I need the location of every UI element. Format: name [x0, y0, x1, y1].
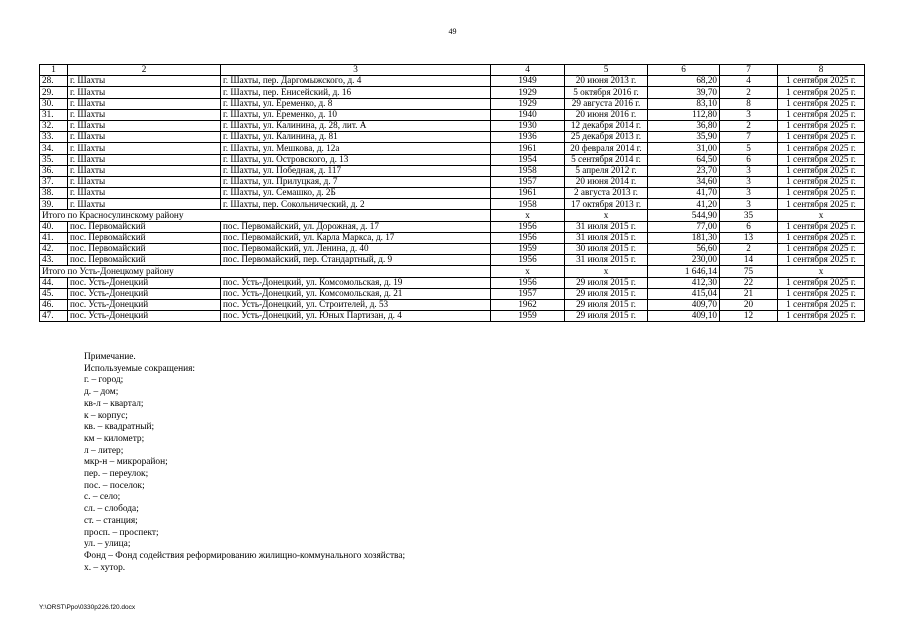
table-cell: 1 сентября 2025 г.	[778, 188, 865, 199]
table-cell: 8	[720, 98, 778, 109]
total-cell: 1 646,14	[648, 266, 720, 277]
table-cell: 29 июля 2015 г.	[565, 299, 648, 310]
note-line: х. – хутор.	[84, 562, 126, 573]
table-cell: 3	[720, 188, 778, 199]
total-cell: х	[778, 266, 865, 277]
table-cell: пос. Усть-Донецкий, ул. Юных Партизан, д. 4	[221, 311, 491, 322]
table-cell: пос. Усть-Донецкий	[68, 277, 221, 288]
table-cell: 415,04	[648, 288, 720, 299]
note-line: ул. – улица;	[84, 539, 131, 550]
header-cell: 7	[720, 65, 778, 76]
table-cell: 6	[720, 154, 778, 165]
table-cell: 41.	[40, 232, 68, 243]
table-cell: г. Шахты	[68, 176, 221, 187]
table-row	[40, 87, 865, 98]
table-cell: 35.	[40, 154, 68, 165]
table-row	[40, 311, 865, 322]
table-cell: пос. Первомайский	[68, 255, 221, 266]
table-cell: 1 сентября 2025 г.	[778, 165, 865, 176]
table-cell: 1957	[491, 176, 565, 187]
table-cell: г. Шахты, пер. Даргомыжского, д. 4	[221, 76, 491, 87]
header-cell: 3	[221, 65, 491, 76]
table-cell: 1940	[491, 109, 565, 120]
table-row	[40, 109, 865, 120]
table-cell: 1 сентября 2025 г.	[778, 154, 865, 165]
total-cell: х	[565, 266, 648, 277]
table-cell: 1954	[491, 154, 565, 165]
table-row	[40, 221, 865, 232]
table-cell: 20 февраля 2014 г.	[565, 143, 648, 154]
table-cell: 409,70	[648, 299, 720, 310]
note-lines	[84, 364, 405, 575]
table-cell: 1956	[491, 277, 565, 288]
note-line: сл. – слобода;	[84, 504, 139, 515]
table-cell: 41,20	[648, 199, 720, 210]
table-cell: г. Шахты, ул. Семашко, д. 2Б	[221, 188, 491, 199]
table-cell: 45.	[40, 288, 68, 299]
table-cell: г. Шахты	[68, 87, 221, 98]
table-cell: 35,90	[648, 132, 720, 143]
total-cell: 75	[720, 266, 778, 277]
table-cell: 5 октября 2016 г.	[565, 87, 648, 98]
table-cell: 40.	[40, 221, 68, 232]
table-cell: г. Шахты, пер. Сокольнический, д. 2	[221, 199, 491, 210]
table-cell: 39.	[40, 199, 68, 210]
table-cell: 5	[720, 143, 778, 154]
table-cell: г. Шахты	[68, 109, 221, 120]
table-cell: пос. Первомайский	[68, 221, 221, 232]
table-cell: 46.	[40, 299, 68, 310]
table-cell: 20 июня 2014 г.	[565, 176, 648, 187]
table-cell: пос. Усть-Донецкий	[68, 311, 221, 322]
table-cell: пос. Первомайский, пер. Стандартный, д. 9	[221, 255, 491, 266]
table-row	[40, 199, 865, 210]
note-line: г. – город;	[84, 375, 124, 386]
table-cell: г. Шахты	[68, 98, 221, 109]
table-cell: 181,30	[648, 232, 720, 243]
table-cell: пос. Усть-Донецкий, ул. Комсомольская, д. 19	[221, 277, 491, 288]
table-cell: 1 сентября 2025 г.	[778, 109, 865, 120]
table-cell: 31 июля 2015 г.	[565, 221, 648, 232]
table-row	[40, 132, 865, 143]
table-row	[40, 143, 865, 154]
table-cell: 29 июля 2015 г.	[565, 311, 648, 322]
header-cell: 8	[778, 65, 865, 76]
table-cell: 33.	[40, 132, 68, 143]
table-cell: 1 сентября 2025 г.	[778, 299, 865, 310]
table-cell: г. Шахты	[68, 188, 221, 199]
table-cell: 20 июня 2013 г.	[565, 76, 648, 87]
note-line: ст. – станция;	[84, 515, 138, 526]
table-cell: 38.	[40, 188, 68, 199]
note-line: кв. – квадратный;	[84, 422, 155, 433]
table-row	[40, 165, 865, 176]
table-cell: 409,10	[648, 311, 720, 322]
header-cell: 4	[491, 65, 565, 76]
table-cell: 7	[720, 132, 778, 143]
table-cell: пос. Усть-Донецкий	[68, 299, 221, 310]
table-cell: 1 сентября 2025 г.	[778, 288, 865, 299]
table-cell: пос. Первомайский	[68, 232, 221, 243]
table-cell: 230,00	[648, 255, 720, 266]
table-cell: 1961	[491, 188, 565, 199]
table-cell: 34,60	[648, 176, 720, 187]
table-cell: 1 сентября 2025 г.	[778, 132, 865, 143]
table-cell: 29 августа 2016 г.	[565, 98, 648, 109]
table-cell: 31.	[40, 109, 68, 120]
table-cell: пос. Усть-Донецкий, ул. Строителей, д. 53	[221, 299, 491, 310]
table-cell: 1956	[491, 255, 565, 266]
table-cell: 4	[720, 76, 778, 87]
note-line: д. – дом;	[84, 387, 119, 398]
note-line: к – корпус;	[84, 410, 128, 421]
header-cell: 1	[40, 65, 68, 76]
table-cell: 1956	[491, 232, 565, 243]
table-row	[40, 176, 865, 187]
table-row	[40, 244, 865, 255]
table-cell: пос. Первомайский	[68, 244, 221, 255]
table-cell: 29.	[40, 87, 68, 98]
table-cell: г. Шахты, ул. Еременко, д. 10	[221, 109, 491, 120]
table-cell: 3	[720, 109, 778, 120]
note-title: Примечание.	[84, 352, 136, 362]
table-cell: 5 сентября 2014 г.	[565, 154, 648, 165]
table-cell: пос. Первомайский, ул. Карла Маркса, д. 17	[221, 232, 491, 243]
table-cell: 1930	[491, 120, 565, 131]
table-cell: пос. Первомайский, ул. Ленина, д. 40	[221, 244, 491, 255]
table-cell: г. Шахты, ул. Калинина, д. 81	[221, 132, 491, 143]
table-cell: 36,80	[648, 120, 720, 131]
table-cell: 29 июля 2015 г.	[565, 288, 648, 299]
note-line: просп. – проспект;	[84, 527, 159, 538]
table-cell: 12 декабря 2014 г.	[565, 120, 648, 131]
table-cell: 31 июля 2015 г.	[565, 232, 648, 243]
table-cell: 1957	[491, 288, 565, 299]
file-path-footer: Y:\ORST\Ppo\0330p226.f20.docx	[39, 604, 136, 611]
total-cell: х	[491, 210, 565, 221]
table-cell: 20 июня 2016 г.	[565, 109, 648, 120]
note-line: кв-л – квартал;	[84, 398, 144, 409]
table-cell: 31,00	[648, 143, 720, 154]
table-cell: 1929	[491, 98, 565, 109]
note-line: с. – село;	[84, 492, 121, 503]
table-cell: 44.	[40, 277, 68, 288]
table-cell: г. Шахты, ул. Мешкова, д. 12а	[221, 143, 491, 154]
note-line: Фонд – Фонд содействия реформированию жилищно-коммунального хозяйства;	[84, 550, 406, 561]
table-cell: 1 сентября 2025 г.	[778, 255, 865, 266]
table-cell: 21	[720, 288, 778, 299]
total-row	[40, 266, 865, 277]
table-cell: 14	[720, 255, 778, 266]
table-cell: 2 августа 2013 г.	[565, 188, 648, 199]
table-cell: 36.	[40, 165, 68, 176]
total-label: Итого по Усть-Донецкому району	[40, 266, 491, 277]
table-cell: 1958	[491, 199, 565, 210]
table-cell: 1949	[491, 76, 565, 87]
table-cell: 29 июля 2015 г.	[565, 277, 648, 288]
table-cell: 43.	[40, 255, 68, 266]
abbreviations-note	[84, 352, 405, 574]
table-cell: г. Шахты, ул. Прилуцкая, д. 7	[221, 176, 491, 187]
table-cell: 2	[720, 244, 778, 255]
table-cell: г. Шахты	[68, 154, 221, 165]
table-cell: пос. Усть-Донецкий	[68, 288, 221, 299]
note-line: Используемые сокращения:	[84, 363, 196, 374]
table-cell: 1 сентября 2025 г.	[778, 221, 865, 232]
table-cell: 32.	[40, 120, 68, 131]
table-cell: 6	[720, 221, 778, 232]
table-cell: 3	[720, 199, 778, 210]
table-cell: г. Шахты	[68, 165, 221, 176]
note-line: км – километр;	[84, 433, 145, 444]
table-cell: 1959	[491, 244, 565, 255]
table-cell: 64,50	[648, 154, 720, 165]
page-number: 49	[448, 27, 457, 36]
table-cell: 1961	[491, 143, 565, 154]
total-cell: х	[565, 210, 648, 221]
table-cell: 1 сентября 2025 г.	[778, 143, 865, 154]
note-line: мкр-н – микрорайон;	[84, 457, 168, 468]
table-cell: 12	[720, 311, 778, 322]
table-cell: 31 июля 2015 г.	[565, 255, 648, 266]
table-cell: 2	[720, 87, 778, 98]
table-cell: 1 сентября 2025 г.	[778, 87, 865, 98]
table-cell: 1962	[491, 299, 565, 310]
note-line: л – литер;	[84, 445, 124, 456]
table-cell: 39,70	[648, 87, 720, 98]
housing-table	[39, 64, 865, 322]
table-cell: 1 сентября 2025 г.	[778, 232, 865, 243]
table-cell: 1 сентября 2025 г.	[778, 199, 865, 210]
table-cell: 77,00	[648, 221, 720, 232]
table-header-row	[40, 65, 865, 76]
table-cell: 25 декабря 2013 г.	[565, 132, 648, 143]
note-line: пос. – поселок;	[84, 480, 145, 491]
table-cell: 1929	[491, 87, 565, 98]
table-cell: 1958	[491, 165, 565, 176]
table-cell: 112,80	[648, 109, 720, 120]
table-cell: 1 сентября 2025 г.	[778, 311, 865, 322]
total-cell: х	[491, 266, 565, 277]
table-cell: 1 сентября 2025 г.	[778, 176, 865, 187]
table-row	[40, 288, 865, 299]
table-cell: 34.	[40, 143, 68, 154]
table-cell: 83,10	[648, 98, 720, 109]
header-cell: 5	[565, 65, 648, 76]
table-cell: 1 сентября 2025 г.	[778, 277, 865, 288]
table-row	[40, 154, 865, 165]
table-row	[40, 255, 865, 266]
table-row	[40, 277, 865, 288]
table-row	[40, 188, 865, 199]
header-cell: 2	[68, 65, 221, 76]
total-cell: 544,90	[648, 210, 720, 221]
table-cell: 56,60	[648, 244, 720, 255]
table-cell: 1 сентября 2025 г.	[778, 244, 865, 255]
table-cell: г. Шахты	[68, 199, 221, 210]
total-row	[40, 210, 865, 221]
table-row	[40, 232, 865, 243]
table-cell: 23,70	[648, 165, 720, 176]
table-cell: 47.	[40, 311, 68, 322]
table-row	[40, 299, 865, 310]
table-cell: г. Шахты, ул. Калинина, д. 28, лит. А	[221, 120, 491, 131]
table-cell: 2	[720, 120, 778, 131]
table-row	[40, 98, 865, 109]
table-cell: пос. Усть-Донецкий, ул. Комсомольская, д. 21	[221, 288, 491, 299]
table-cell: г. Шахты	[68, 132, 221, 143]
table-body	[40, 65, 865, 322]
note-line: пер. – переулок;	[84, 469, 149, 480]
table-cell: 412,30	[648, 277, 720, 288]
table-cell: 5 апреля 2012 г.	[565, 165, 648, 176]
table-cell: 3	[720, 165, 778, 176]
table-cell: 17 октября 2013 г.	[565, 199, 648, 210]
table-cell: 42.	[40, 244, 68, 255]
table-cell: г. Шахты, пер. Енисейский, д. 16	[221, 87, 491, 98]
table-cell: г. Шахты, ул. Островского, д. 13	[221, 154, 491, 165]
table-cell: г. Шахты, ул. Еременко, д. 8	[221, 98, 491, 109]
total-cell: 35	[720, 210, 778, 221]
table-cell: г. Шахты	[68, 143, 221, 154]
table-cell: 1936	[491, 132, 565, 143]
table-cell: 1 сентября 2025 г.	[778, 120, 865, 131]
table-row	[40, 120, 865, 131]
table-cell: 1956	[491, 221, 565, 232]
total-label: Итого по Красносулинскому району	[40, 210, 491, 221]
table-cell: 1 сентября 2025 г.	[778, 98, 865, 109]
total-cell: х	[778, 210, 865, 221]
table-cell: 28.	[40, 76, 68, 87]
table-cell: 20	[720, 299, 778, 310]
table-cell: г. Шахты	[68, 76, 221, 87]
table-cell: 30.	[40, 98, 68, 109]
header-cell: 6	[648, 65, 720, 76]
table-cell: 1 сентября 2025 г.	[778, 76, 865, 87]
table-cell: 30 июля 2015 г.	[565, 244, 648, 255]
table-cell: 37.	[40, 176, 68, 187]
table-cell: г. Шахты, ул. Победная, д. 117	[221, 165, 491, 176]
table-cell: 1959	[491, 311, 565, 322]
table-cell: 41,70	[648, 188, 720, 199]
table-cell: 68,20	[648, 76, 720, 87]
table-cell: г. Шахты	[68, 120, 221, 131]
table-cell: 13	[720, 232, 778, 243]
table-cell: 22	[720, 277, 778, 288]
table-cell: 3	[720, 176, 778, 187]
table-row	[40, 76, 865, 87]
table-cell: пос. Первомайский, ул. Дорожная, д. 17	[221, 221, 491, 232]
